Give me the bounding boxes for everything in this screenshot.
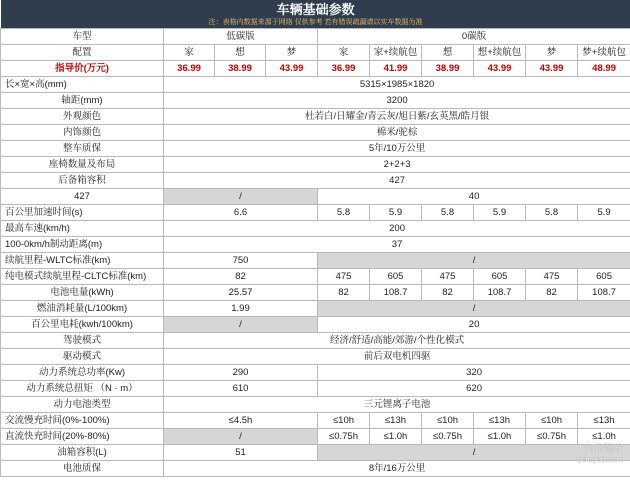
row-label: 动力系统总扭矩 （N · m） <box>1 381 164 397</box>
row-value-zero: 20 <box>318 317 630 333</box>
price-cell: 38.99 <box>215 61 266 77</box>
table-row <box>1 429 630 445</box>
table-row <box>1 157 630 173</box>
model-row <box>1 29 630 45</box>
row-value-low: 750 <box>164 253 318 269</box>
row-value-low: 51 <box>164 445 318 461</box>
row-value: 37 <box>164 237 630 253</box>
row-label: 车型 <box>1 29 164 45</box>
row-cell: 108.7 <box>474 285 526 301</box>
row-cell: 5.8 <box>526 205 578 221</box>
table-row <box>1 141 630 157</box>
row-cell: 605 <box>370 269 422 285</box>
row-label: 直流快充时间(20%-80%) <box>1 429 164 445</box>
row-cell: 605 <box>578 269 630 285</box>
row-cell: 605 <box>474 269 526 285</box>
row-cell: 475 <box>318 269 370 285</box>
row-value: 5315×1985×1820 <box>164 77 630 93</box>
config-cell: 梦 <box>266 45 318 61</box>
row-label: 交流慢充时间(0%-100%) <box>1 413 164 429</box>
row-label: 油箱容积(L) <box>1 445 164 461</box>
row-value-low: 6.6 <box>164 205 318 221</box>
table-row <box>1 285 630 301</box>
row-cell: 108.7 <box>578 285 630 301</box>
price-cell: 36.99 <box>318 61 370 77</box>
row-cell: ≤1.0h <box>474 429 526 445</box>
row-cell: ≤0.75h <box>526 429 578 445</box>
row-label: 驱动模式 <box>1 349 164 365</box>
row-value: 5年/10万公里 <box>164 141 630 157</box>
row-label: 纯电模式续航里程-CLTC标准(km) <box>1 269 164 285</box>
row-value: 427 <box>164 173 630 189</box>
row-cell: 475 <box>526 269 578 285</box>
row-cell: ≤1.0h <box>578 429 630 445</box>
group-low-carbon: 低碳版 <box>164 29 318 45</box>
row-value: 200 <box>164 221 630 237</box>
table-row <box>1 301 630 317</box>
row-label: 电池电量(kWh) <box>1 285 164 301</box>
group-zero-carbon: 0碳版 <box>318 29 630 45</box>
config-cell: 想+续航包 <box>474 45 526 61</box>
table-row <box>1 461 630 477</box>
row-value-zero: / <box>318 445 630 461</box>
table-row <box>1 93 630 109</box>
row-label: 外观颜色 <box>1 109 164 125</box>
table-row <box>1 237 630 253</box>
row-value-zero: / <box>318 301 630 317</box>
row-value-low: / <box>164 317 318 333</box>
row-cell: 5.8 <box>318 205 370 221</box>
row-label: 长×宽×高(mm) <box>1 77 164 93</box>
price-row <box>1 61 630 77</box>
row-label: 100-0km/h制动距离(m) <box>1 237 164 253</box>
table-row <box>1 317 630 333</box>
row-value-zero: / <box>318 253 630 269</box>
table-row <box>1 365 630 381</box>
config-cell: 家 <box>318 45 370 61</box>
price-cell: 36.99 <box>164 61 215 77</box>
table-row <box>1 189 630 205</box>
table-row <box>1 125 630 141</box>
table-row <box>1 77 630 93</box>
row-cell: ≤13h <box>474 413 526 429</box>
row-value: 前后双电机四驱 <box>164 349 630 365</box>
table-row <box>1 253 630 269</box>
config-cell: 想 <box>215 45 266 61</box>
price-cell: 43.99 <box>526 61 578 77</box>
row-label: 燃油消耗量(L/100km) <box>1 301 164 317</box>
row-value-low: 290 <box>164 365 318 381</box>
config-cell: 家+续航包 <box>370 45 422 61</box>
price-cell: 38.99 <box>422 61 474 77</box>
row-value: 2+2+3 <box>164 157 630 173</box>
row-value-zero: 40 <box>318 189 630 205</box>
price-cell: 48.99 <box>578 61 630 77</box>
row-cell: ≤0.75h <box>318 429 370 445</box>
row-cell: ≤13h <box>370 413 422 429</box>
table-row <box>1 413 630 429</box>
row-cell: 82 <box>422 285 474 301</box>
price-cell: 43.99 <box>266 61 318 77</box>
row-cell: 5.9 <box>578 205 630 221</box>
row-value-low: / <box>164 429 318 445</box>
price-cell: 43.99 <box>474 61 526 77</box>
row-label: 内饰颜色 <box>1 125 164 141</box>
row-value-low: 610 <box>164 381 318 397</box>
row-value: 杜若白/日耀金/青云灰/旭日紫/玄英黑/皓月银 <box>164 109 630 125</box>
row-cell: 5.8 <box>422 205 474 221</box>
table-row <box>1 205 630 221</box>
row-cell: 5.9 <box>474 205 526 221</box>
page-title: 车辆基础参数 <box>276 1 355 17</box>
row-cell: ≤1.0h <box>370 429 422 445</box>
config-cell: 家 <box>164 45 215 61</box>
row-value-low: 82 <box>164 269 318 285</box>
row-label: 百公里电耗(kwh/100km) <box>1 317 164 333</box>
row-cell: ≤10h <box>422 413 474 429</box>
table-row <box>1 349 630 365</box>
table-row <box>1 173 630 189</box>
config-cell: 梦+续航包 <box>578 45 630 61</box>
row-cell: 5.9 <box>370 205 422 221</box>
row-label: 动力系统总功率(Kw) <box>1 365 164 381</box>
row-value-zero: 320 <box>318 365 630 381</box>
row-label: 续航里程-WLTC标准(km) <box>1 253 164 269</box>
row-label: 电池质保 <box>1 461 164 477</box>
watermark-en: qichepubu.com <box>576 457 624 464</box>
row-cell: ≤10h <box>318 413 370 429</box>
row-value: 经济/舒适/高能/郊游/个性化模式 <box>164 333 630 349</box>
row-label: 动力电池类型 <box>1 397 164 413</box>
row-value: 三元锂离子电池 <box>164 397 630 413</box>
row-cell: 82 <box>318 285 370 301</box>
table-row <box>1 381 630 397</box>
row-label: 轴距(mm) <box>1 93 164 109</box>
table-row <box>1 221 630 237</box>
row-cell: ≤10h <box>526 413 578 429</box>
title-row <box>1 0 630 29</box>
row-label: 百公里加速时间(s) <box>1 205 164 221</box>
row-value-low: 1.99 <box>164 301 318 317</box>
disclaimer-note: 注：表格内数据来源于网络 仅供参考 若有错误疏漏请以实车数据为准 <box>208 18 423 26</box>
config-label: 配置 <box>1 45 164 61</box>
config-cell: 梦 <box>526 45 578 61</box>
row-value: 3200 <box>164 93 630 109</box>
row-value-low: ≤4.5h <box>164 413 318 429</box>
row-value-low: / <box>164 189 318 205</box>
table-row <box>1 109 630 125</box>
row-label: 427 <box>1 189 164 205</box>
row-value-zero: 620 <box>318 381 630 397</box>
row-cell: 108.7 <box>370 285 422 301</box>
config-row <box>1 45 630 61</box>
row-value-low: 25.57 <box>164 285 318 301</box>
row-cell: ≤13h <box>578 413 630 429</box>
price-cell: 41.99 <box>370 61 422 77</box>
row-label: 最高车速(km/h) <box>1 221 164 237</box>
row-cell: 82 <box>526 285 578 301</box>
row-label: 后备箱容积 <box>1 173 164 189</box>
watermark-cn: 汽车瀑布 <box>584 444 624 455</box>
row-label: 驾驶模式 <box>1 333 164 349</box>
row-value: 棉米/驼棕 <box>164 125 630 141</box>
watermark <box>577 444 624 466</box>
config-cell: 想 <box>422 45 474 61</box>
price-label: 指导价(万元) <box>1 61 164 77</box>
row-cell: 475 <box>422 269 474 285</box>
row-label: 座椅数量及布局 <box>1 157 164 173</box>
table-row <box>1 445 630 461</box>
table-row <box>1 269 630 285</box>
row-label: 整车质保 <box>1 141 164 157</box>
table-row <box>1 333 630 349</box>
table-row <box>1 397 630 413</box>
row-value: 8年/16万公里 <box>164 461 630 477</box>
row-cell: ≤0.75h <box>422 429 474 445</box>
